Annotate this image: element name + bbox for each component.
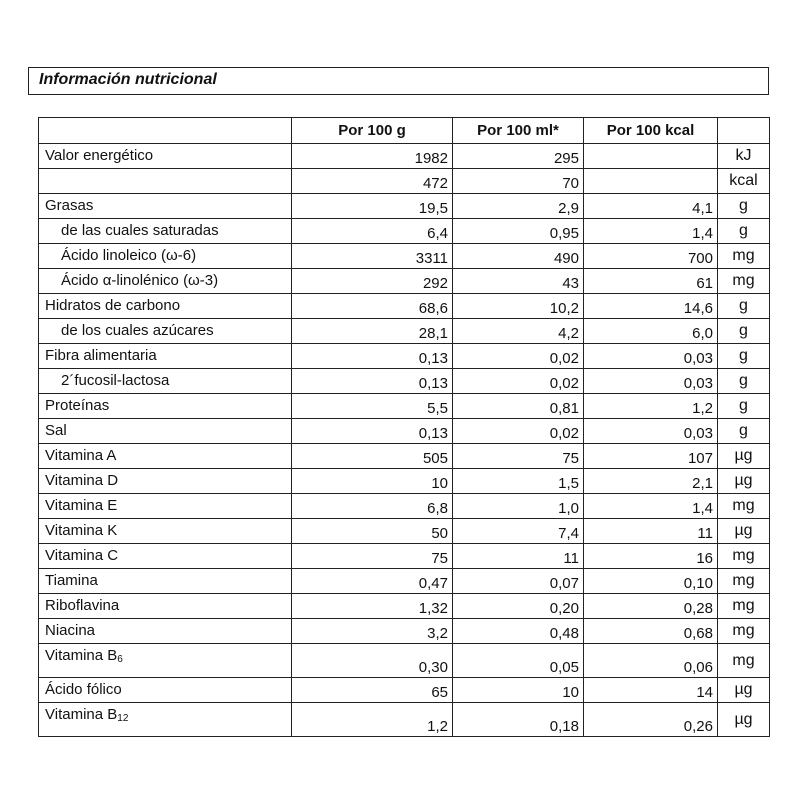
nutrient-name — [39, 369, 292, 394]
value-per-100g: 472 — [292, 169, 453, 194]
nutrient-label: de los cuales azúcares — [61, 322, 214, 339]
unit: g — [718, 419, 770, 444]
nutrient-label: Vitamina E — [45, 497, 118, 514]
nutrient-name — [39, 644, 292, 678]
value-per-100ml: 11 — [453, 544, 584, 569]
nutrient-label: Valor energético — [45, 147, 154, 164]
nutrient-name — [39, 444, 292, 469]
header-nutrient — [39, 118, 292, 144]
value-per-100ml: 10 — [453, 678, 584, 703]
table-row — [39, 319, 770, 344]
nutrient-label: Grasas — [45, 197, 94, 214]
value-per-100g: 19,5 — [292, 194, 453, 219]
nutrient-subscript: 12 — [117, 713, 129, 724]
value-per-100g: 5,5 — [292, 394, 453, 419]
value-per-100g: 6,8 — [292, 494, 453, 519]
nutrient-label: Niacina — [45, 622, 96, 639]
table-row — [39, 219, 770, 244]
value-per-100kcal: 1,2 — [584, 394, 718, 419]
value-per-100kcal: 1,4 — [584, 494, 718, 519]
value-per-100g: 3311 — [292, 244, 453, 269]
table-row — [39, 369, 770, 394]
table-row — [39, 519, 770, 544]
value-per-100g: 0,13 — [292, 369, 453, 394]
table-row — [39, 678, 770, 703]
nutrient-label: Hidratos de carbono — [45, 297, 181, 314]
value-per-100ml: 43 — [453, 269, 584, 294]
nutrient-label: Sal — [45, 422, 67, 439]
value-per-100kcal: 4,1 — [584, 194, 718, 219]
table-row — [39, 444, 770, 469]
nutrient-name — [39, 594, 292, 619]
value-per-100g: 65 — [292, 678, 453, 703]
unit: mg — [718, 569, 770, 594]
value-per-100ml: 1,5 — [453, 469, 584, 494]
unit: µg — [718, 678, 770, 703]
nutrient-label: Vitamina K — [45, 522, 118, 539]
nutrient-label: Vitamina A — [45, 447, 117, 464]
value-per-100g: 1,32 — [292, 594, 453, 619]
table-row — [39, 269, 770, 294]
table-row — [39, 494, 770, 519]
nutrient-name — [39, 569, 292, 594]
unit: g — [718, 319, 770, 344]
nutrient-name — [39, 544, 292, 569]
nutrient-label: Ácido fólico — [45, 681, 122, 698]
header-per-100g: Por 100 g — [292, 118, 453, 144]
value-per-100g: 292 — [292, 269, 453, 294]
nutrient-subscript: 6 — [117, 654, 123, 665]
table-row — [39, 644, 770, 678]
nutrient-label: Fibra alimentaria — [45, 347, 157, 364]
value-per-100kcal: 11 — [584, 519, 718, 544]
value-per-100kcal — [584, 144, 718, 169]
header-per-100kcal: Por 100 kcal — [584, 118, 718, 144]
nutrient-label: Vitamina B — [45, 706, 118, 723]
table-row — [39, 294, 770, 319]
nutrient-name — [39, 344, 292, 369]
unit: mg — [718, 494, 770, 519]
value-per-100g: 1982 — [292, 144, 453, 169]
value-per-100kcal: 0,10 — [584, 569, 718, 594]
value-per-100g: 0,13 — [292, 344, 453, 369]
value-per-100kcal: 1,4 — [584, 219, 718, 244]
nutrient-label: Tiamina — [45, 572, 98, 589]
table-row — [39, 144, 770, 169]
nutrient-name — [39, 394, 292, 419]
table-header-row — [39, 118, 770, 144]
value-per-100g: 0,13 — [292, 419, 453, 444]
nutrient-name — [39, 519, 292, 544]
nutrient-label: Vitamina B — [45, 647, 118, 664]
nutrient-name — [39, 269, 292, 294]
unit: mg — [718, 244, 770, 269]
value-per-100kcal: 61 — [584, 269, 718, 294]
value-per-100kcal: 14 — [584, 678, 718, 703]
value-per-100ml: 0,95 — [453, 219, 584, 244]
value-per-100g: 0,30 — [292, 644, 453, 678]
unit: kJ — [718, 144, 770, 169]
value-per-100g: 0,47 — [292, 569, 453, 594]
value-per-100ml: 0,20 — [453, 594, 584, 619]
nutrient-name — [39, 494, 292, 519]
header-per-100ml: Por 100 ml* — [453, 118, 584, 144]
unit: mg — [718, 269, 770, 294]
unit: g — [718, 219, 770, 244]
value-per-100g: 6,4 — [292, 219, 453, 244]
header-unit — [718, 118, 770, 144]
value-per-100kcal: 2,1 — [584, 469, 718, 494]
value-per-100kcal: 0,03 — [584, 369, 718, 394]
nutrient-name — [39, 144, 292, 169]
value-per-100ml: 0,05 — [453, 644, 584, 678]
value-per-100g: 3,2 — [292, 619, 453, 644]
table-row — [39, 569, 770, 594]
value-per-100ml: 7,4 — [453, 519, 584, 544]
value-per-100kcal: 0,68 — [584, 619, 718, 644]
table-row — [39, 394, 770, 419]
value-per-100ml: 0,18 — [453, 703, 584, 737]
table-row — [39, 344, 770, 369]
nutrient-name — [39, 419, 292, 444]
value-per-100kcal: 6,0 — [584, 319, 718, 344]
nutrient-label: Vitamina D — [45, 472, 119, 489]
table-row — [39, 703, 770, 737]
value-per-100ml: 70 — [453, 169, 584, 194]
value-per-100ml: 490 — [453, 244, 584, 269]
value-per-100g: 505 — [292, 444, 453, 469]
value-per-100kcal: 700 — [584, 244, 718, 269]
section-title-box — [28, 67, 769, 95]
value-per-100kcal: 0,26 — [584, 703, 718, 737]
nutrient-label: de las cuales saturadas — [61, 222, 219, 239]
unit: mg — [718, 594, 770, 619]
nutrient-label: Ácido linoleico (ω-6) — [61, 247, 197, 264]
nutrient-name — [39, 219, 292, 244]
value-per-100g: 50 — [292, 519, 453, 544]
nutrient-label: Vitamina C — [45, 547, 119, 564]
nutrition-table — [38, 117, 770, 737]
nutrient-label: Ácido α-linolénico (ω-3) — [61, 272, 219, 289]
value-per-100ml: 295 — [453, 144, 584, 169]
value-per-100kcal: 14,6 — [584, 294, 718, 319]
value-per-100ml: 0,07 — [453, 569, 584, 594]
value-per-100g: 75 — [292, 544, 453, 569]
value-per-100kcal: 0,03 — [584, 419, 718, 444]
unit: µg — [718, 469, 770, 494]
value-per-100g: 68,6 — [292, 294, 453, 319]
nutrient-name — [39, 194, 292, 219]
section-title: Información nutricional — [39, 71, 217, 88]
unit: g — [718, 394, 770, 419]
value-per-100g: 10 — [292, 469, 453, 494]
value-per-100kcal — [584, 169, 718, 194]
value-per-100kcal: 16 — [584, 544, 718, 569]
nutrient-name — [39, 703, 292, 737]
value-per-100kcal: 0,06 — [584, 644, 718, 678]
nutrient-label: Riboflavina — [45, 597, 120, 614]
nutrient-name — [39, 678, 292, 703]
value-per-100g: 28,1 — [292, 319, 453, 344]
nutrient-name — [39, 169, 292, 194]
table-row — [39, 469, 770, 494]
table-row — [39, 419, 770, 444]
unit: mg — [718, 644, 770, 678]
unit: µg — [718, 444, 770, 469]
unit: kcal — [718, 169, 770, 194]
unit: g — [718, 369, 770, 394]
value-per-100ml: 10,2 — [453, 294, 584, 319]
value-per-100ml: 4,2 — [453, 319, 584, 344]
value-per-100kcal: 0,03 — [584, 344, 718, 369]
value-per-100kcal: 107 — [584, 444, 718, 469]
value-per-100ml: 0,48 — [453, 619, 584, 644]
nutrient-label: 2´fucosil-lactosa — [61, 372, 170, 389]
nutrient-name — [39, 294, 292, 319]
value-per-100ml: 0,81 — [453, 394, 584, 419]
table-row — [39, 619, 770, 644]
value-per-100ml: 2,9 — [453, 194, 584, 219]
nutrient-name — [39, 319, 292, 344]
nutrient-label: Proteínas — [45, 397, 110, 414]
unit: mg — [718, 544, 770, 569]
table-row — [39, 544, 770, 569]
unit: g — [718, 294, 770, 319]
unit: g — [718, 344, 770, 369]
table-row — [39, 244, 770, 269]
value-per-100ml: 75 — [453, 444, 584, 469]
value-per-100ml: 0,02 — [453, 369, 584, 394]
unit: µg — [718, 519, 770, 544]
value-per-100ml: 0,02 — [453, 344, 584, 369]
value-per-100g: 1,2 — [292, 703, 453, 737]
value-per-100kcal: 0,28 — [584, 594, 718, 619]
value-per-100ml: 1,0 — [453, 494, 584, 519]
table-row — [39, 169, 770, 194]
value-per-100ml: 0,02 — [453, 419, 584, 444]
nutrient-name — [39, 244, 292, 269]
unit: g — [718, 194, 770, 219]
table-row — [39, 194, 770, 219]
nutrient-name — [39, 619, 292, 644]
unit: mg — [718, 619, 770, 644]
unit: µg — [718, 703, 770, 737]
table-row — [39, 594, 770, 619]
nutrient-name — [39, 469, 292, 494]
